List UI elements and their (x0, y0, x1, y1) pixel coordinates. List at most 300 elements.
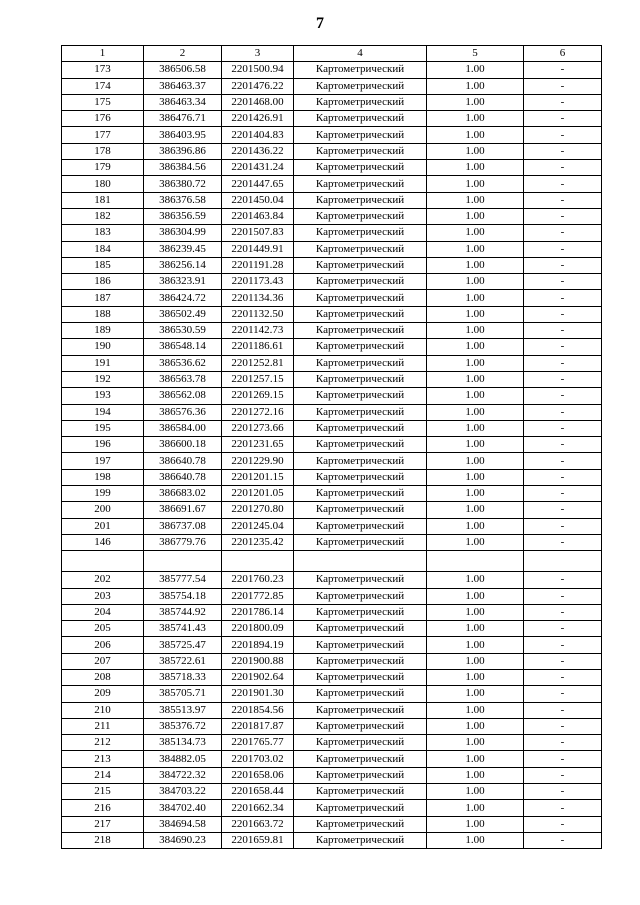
note-cell: - (524, 404, 602, 420)
method-cell: Картометрический (294, 686, 427, 702)
method-cell: Картометрический (294, 534, 427, 550)
point-number-cell: 216 (62, 800, 144, 816)
note-cell: - (524, 176, 602, 192)
y-coordinate-cell: 2201231.65 (222, 437, 294, 453)
accuracy-cell (427, 551, 524, 572)
accuracy-cell: 1.00 (427, 637, 524, 653)
y-coordinate-cell: 2201272.16 (222, 404, 294, 420)
accuracy-cell: 1.00 (427, 176, 524, 192)
point-number-cell: 199 (62, 486, 144, 502)
note-cell: - (524, 653, 602, 669)
point-number-cell: 181 (62, 192, 144, 208)
y-coordinate-cell: 2201663.72 (222, 816, 294, 832)
accuracy-cell: 1.00 (427, 257, 524, 273)
x-coordinate-cell: 385725.47 (144, 637, 222, 653)
x-coordinate-cell: 386584.00 (144, 420, 222, 436)
point-number-cell: 182 (62, 208, 144, 224)
accuracy-cell: 1.00 (427, 143, 524, 159)
method-cell: Картометрический (294, 800, 427, 816)
x-coordinate-cell: 385754.18 (144, 588, 222, 604)
point-number-cell: 179 (62, 160, 144, 176)
point-number-cell: 206 (62, 637, 144, 653)
point-number-cell: 193 (62, 388, 144, 404)
x-coordinate-cell: 384703.22 (144, 784, 222, 800)
method-cell: Картометрический (294, 653, 427, 669)
y-coordinate-cell: 2201142.73 (222, 323, 294, 339)
accuracy-cell: 1.00 (427, 111, 524, 127)
method-cell: Картометрический (294, 518, 427, 534)
note-cell: - (524, 702, 602, 718)
point-number-cell: 189 (62, 323, 144, 339)
point-number-cell (62, 551, 144, 572)
table-row (62, 653, 602, 669)
y-coordinate-cell: 2201252.81 (222, 355, 294, 371)
note-cell: - (524, 78, 602, 94)
accuracy-cell: 1.00 (427, 669, 524, 685)
note-cell: - (524, 339, 602, 355)
accuracy-cell: 1.00 (427, 241, 524, 257)
table-row (62, 588, 602, 604)
table-row (62, 355, 602, 371)
method-cell: Картометрический (294, 767, 427, 783)
note-cell: - (524, 486, 602, 502)
note-cell: - (524, 127, 602, 143)
method-cell: Картометрический (294, 371, 427, 387)
y-coordinate-cell: 2201257.15 (222, 371, 294, 387)
accuracy-cell: 1.00 (427, 502, 524, 518)
x-coordinate-cell: 386239.45 (144, 241, 222, 257)
note-cell: - (524, 800, 602, 816)
table-row (62, 751, 602, 767)
y-coordinate-cell: 2201269.15 (222, 388, 294, 404)
note-cell: - (524, 388, 602, 404)
table-row (62, 274, 602, 290)
table-row (62, 718, 602, 734)
method-cell: Картометрический (294, 453, 427, 469)
table-row (62, 339, 602, 355)
table-row (62, 160, 602, 176)
accuracy-cell: 1.00 (427, 339, 524, 355)
note-cell: - (524, 453, 602, 469)
x-coordinate-cell: 385376.72 (144, 718, 222, 734)
method-cell: Картометрический (294, 669, 427, 685)
x-coordinate-cell: 385134.73 (144, 735, 222, 751)
method-cell: Картометрический (294, 241, 427, 257)
method-cell: Картометрический (294, 735, 427, 751)
note-cell: - (524, 751, 602, 767)
table-row (62, 486, 602, 502)
point-number-cell: 198 (62, 469, 144, 485)
method-cell: Картометрический (294, 62, 427, 78)
table-row (62, 241, 602, 257)
note-cell: - (524, 735, 602, 751)
note-cell: - (524, 94, 602, 110)
table-row (62, 816, 602, 832)
y-coordinate-cell: 2201703.02 (222, 751, 294, 767)
method-cell: Картометрический (294, 702, 427, 718)
note-cell: - (524, 225, 602, 241)
method-cell: Картометрический (294, 94, 427, 110)
accuracy-cell: 1.00 (427, 274, 524, 290)
table-header-row (62, 46, 602, 62)
table-row (62, 518, 602, 534)
y-coordinate-cell: 2201902.64 (222, 669, 294, 685)
y-coordinate-cell: 2201658.06 (222, 767, 294, 783)
note-cell: - (524, 306, 602, 322)
y-coordinate-cell: 2201662.34 (222, 800, 294, 816)
method-cell: Картометрический (294, 208, 427, 224)
x-coordinate-cell: 386562.08 (144, 388, 222, 404)
x-coordinate-cell (144, 551, 222, 572)
point-number-cell: 200 (62, 502, 144, 518)
note-cell: - (524, 290, 602, 306)
note-cell: - (524, 420, 602, 436)
y-coordinate-cell: 2201186.61 (222, 339, 294, 355)
column-header: 4 (294, 46, 427, 62)
table-row (62, 534, 602, 550)
x-coordinate-cell: 386640.78 (144, 469, 222, 485)
table-row (62, 800, 602, 816)
table-row (62, 453, 602, 469)
column-header: 5 (427, 46, 524, 62)
table-row (62, 686, 602, 702)
x-coordinate-cell: 386737.08 (144, 518, 222, 534)
note-cell: - (524, 669, 602, 685)
y-coordinate-cell: 2201450.04 (222, 192, 294, 208)
accuracy-cell: 1.00 (427, 621, 524, 637)
note-cell: - (524, 572, 602, 588)
y-coordinate-cell: 2201765.77 (222, 735, 294, 751)
accuracy-cell: 1.00 (427, 784, 524, 800)
point-number-cell: 197 (62, 453, 144, 469)
table-body (62, 62, 602, 849)
accuracy-cell: 1.00 (427, 437, 524, 453)
method-cell: Картометрический (294, 339, 427, 355)
accuracy-cell: 1.00 (427, 686, 524, 702)
method-cell: Картометрический (294, 274, 427, 290)
note-cell: - (524, 588, 602, 604)
accuracy-cell: 1.00 (427, 225, 524, 241)
point-number-cell: 146 (62, 534, 144, 550)
accuracy-cell: 1.00 (427, 208, 524, 224)
y-coordinate-cell: 2201817.87 (222, 718, 294, 734)
table-row (62, 437, 602, 453)
point-number-cell: 178 (62, 143, 144, 159)
accuracy-cell: 1.00 (427, 816, 524, 832)
point-number-cell: 194 (62, 404, 144, 420)
table-row (62, 290, 602, 306)
method-cell: Картометрический (294, 502, 427, 518)
point-number-cell: 215 (62, 784, 144, 800)
accuracy-cell: 1.00 (427, 371, 524, 387)
y-coordinate-cell: 2201463.84 (222, 208, 294, 224)
note-cell: - (524, 257, 602, 273)
x-coordinate-cell: 386424.72 (144, 290, 222, 306)
column-header: 3 (222, 46, 294, 62)
point-number-cell: 196 (62, 437, 144, 453)
point-number-cell: 176 (62, 111, 144, 127)
note-cell: - (524, 518, 602, 534)
method-cell: Картометрический (294, 486, 427, 502)
x-coordinate-cell: 386536.62 (144, 355, 222, 371)
x-coordinate-cell: 386563.78 (144, 371, 222, 387)
method-cell: Картометрический (294, 306, 427, 322)
note-cell: - (524, 111, 602, 127)
y-coordinate-cell: 2201468.00 (222, 94, 294, 110)
point-number-cell: 175 (62, 94, 144, 110)
x-coordinate-cell: 386403.95 (144, 127, 222, 143)
accuracy-cell: 1.00 (427, 127, 524, 143)
point-number-cell: 203 (62, 588, 144, 604)
y-coordinate-cell: 2201447.65 (222, 176, 294, 192)
method-cell: Картометрический (294, 404, 427, 420)
y-coordinate-cell: 2201476.22 (222, 78, 294, 94)
table-row (62, 604, 602, 620)
method-cell (294, 551, 427, 572)
x-coordinate-cell: 386506.58 (144, 62, 222, 78)
method-cell: Картометрический (294, 751, 427, 767)
x-coordinate-cell: 386683.02 (144, 486, 222, 502)
table-row (62, 192, 602, 208)
table-row (62, 323, 602, 339)
note-cell: - (524, 371, 602, 387)
note-cell: - (524, 62, 602, 78)
y-coordinate-cell: 2201854.56 (222, 702, 294, 718)
accuracy-cell: 1.00 (427, 160, 524, 176)
point-number-cell: 180 (62, 176, 144, 192)
table-row (62, 257, 602, 273)
note-cell: - (524, 686, 602, 702)
table-row (62, 225, 602, 241)
note-cell: - (524, 767, 602, 783)
y-coordinate-cell: 2201134.36 (222, 290, 294, 306)
point-number-cell: 214 (62, 767, 144, 783)
point-number-cell: 195 (62, 420, 144, 436)
accuracy-cell: 1.00 (427, 751, 524, 767)
y-coordinate-cell: 2201900.88 (222, 653, 294, 669)
point-number-cell: 204 (62, 604, 144, 620)
table-row (62, 371, 602, 387)
y-coordinate-cell: 2201500.94 (222, 62, 294, 78)
note-cell: - (524, 323, 602, 339)
note-cell: - (524, 160, 602, 176)
point-number-cell: 211 (62, 718, 144, 734)
y-coordinate-cell: 2201436.22 (222, 143, 294, 159)
page-number: 7 (316, 15, 324, 32)
table-row (62, 143, 602, 159)
accuracy-cell: 1.00 (427, 735, 524, 751)
method-cell: Картометрический (294, 621, 427, 637)
table-row (62, 127, 602, 143)
method-cell: Картометрический (294, 225, 427, 241)
y-coordinate-cell: 2201132.50 (222, 306, 294, 322)
note-cell: - (524, 604, 602, 620)
x-coordinate-cell: 386530.59 (144, 323, 222, 339)
method-cell: Картометрический (294, 718, 427, 734)
table-row (62, 637, 602, 653)
x-coordinate-cell: 386380.72 (144, 176, 222, 192)
accuracy-cell: 1.00 (427, 192, 524, 208)
x-coordinate-cell: 384882.05 (144, 751, 222, 767)
x-coordinate-cell: 386548.14 (144, 339, 222, 355)
table-row (62, 832, 602, 848)
x-coordinate-cell: 384694.58 (144, 816, 222, 832)
method-cell: Картометрический (294, 160, 427, 176)
accuracy-cell: 1.00 (427, 572, 524, 588)
accuracy-cell: 1.00 (427, 486, 524, 502)
point-number-cell: 208 (62, 669, 144, 685)
method-cell: Картометрический (294, 257, 427, 273)
table-row (62, 502, 602, 518)
point-number-cell: 213 (62, 751, 144, 767)
note-cell: - (524, 143, 602, 159)
x-coordinate-cell: 385718.33 (144, 669, 222, 685)
accuracy-cell: 1.00 (427, 388, 524, 404)
y-coordinate-cell: 2201201.05 (222, 486, 294, 502)
note-cell (524, 551, 602, 572)
x-coordinate-cell: 386356.59 (144, 208, 222, 224)
accuracy-cell: 1.00 (427, 800, 524, 816)
accuracy-cell: 1.00 (427, 469, 524, 485)
method-cell: Картометрический (294, 143, 427, 159)
point-number-cell: 185 (62, 257, 144, 273)
method-cell: Картометрический (294, 111, 427, 127)
x-coordinate-cell: 386779.76 (144, 534, 222, 550)
y-coordinate-cell: 2201659.81 (222, 832, 294, 848)
note-cell: - (524, 534, 602, 550)
y-coordinate-cell (222, 551, 294, 572)
accuracy-cell: 1.00 (427, 534, 524, 550)
y-coordinate-cell: 2201772.85 (222, 588, 294, 604)
point-number-cell: 202 (62, 572, 144, 588)
table-row (62, 735, 602, 751)
x-coordinate-cell: 386396.86 (144, 143, 222, 159)
accuracy-cell: 1.00 (427, 306, 524, 322)
y-coordinate-cell: 2201173.43 (222, 274, 294, 290)
accuracy-cell: 1.00 (427, 518, 524, 534)
accuracy-cell: 1.00 (427, 323, 524, 339)
y-coordinate-cell: 2201235.42 (222, 534, 294, 550)
note-cell: - (524, 274, 602, 290)
accuracy-cell: 1.00 (427, 94, 524, 110)
accuracy-cell: 1.00 (427, 588, 524, 604)
point-number-cell: 177 (62, 127, 144, 143)
point-number-cell: 187 (62, 290, 144, 306)
point-number-cell: 190 (62, 339, 144, 355)
x-coordinate-cell: 386323.91 (144, 274, 222, 290)
table-row (62, 784, 602, 800)
x-coordinate-cell: 385705.71 (144, 686, 222, 702)
point-number-cell: 212 (62, 735, 144, 751)
note-cell: - (524, 469, 602, 485)
accuracy-cell: 1.00 (427, 290, 524, 306)
y-coordinate-cell: 2201449.91 (222, 241, 294, 257)
x-coordinate-cell: 386691.67 (144, 502, 222, 518)
method-cell: Картометрический (294, 604, 427, 620)
x-coordinate-cell: 386502.49 (144, 306, 222, 322)
x-coordinate-cell: 384690.23 (144, 832, 222, 848)
point-number-cell: 217 (62, 816, 144, 832)
note-cell: - (524, 718, 602, 734)
point-number-cell: 218 (62, 832, 144, 848)
column-header: 6 (524, 46, 602, 62)
coordinates-table (61, 45, 602, 849)
table-row (62, 94, 602, 110)
point-number-cell: 184 (62, 241, 144, 257)
method-cell: Картометрический (294, 176, 427, 192)
note-cell: - (524, 241, 602, 257)
column-header: 2 (144, 46, 222, 62)
accuracy-cell: 1.00 (427, 78, 524, 94)
x-coordinate-cell: 386463.37 (144, 78, 222, 94)
table-row (62, 702, 602, 718)
y-coordinate-cell: 2201901.30 (222, 686, 294, 702)
x-coordinate-cell: 385722.61 (144, 653, 222, 669)
method-cell: Картометрический (294, 420, 427, 436)
y-coordinate-cell: 2201426.91 (222, 111, 294, 127)
point-number-cell: 192 (62, 371, 144, 387)
y-coordinate-cell: 2201760.23 (222, 572, 294, 588)
note-cell: - (524, 816, 602, 832)
method-cell: Картометрический (294, 637, 427, 653)
x-coordinate-cell: 386576.36 (144, 404, 222, 420)
accuracy-cell: 1.00 (427, 653, 524, 669)
table-row (62, 111, 602, 127)
point-number-cell: 209 (62, 686, 144, 702)
y-coordinate-cell: 2201507.83 (222, 225, 294, 241)
y-coordinate-cell: 2201245.04 (222, 518, 294, 534)
x-coordinate-cell: 386600.18 (144, 437, 222, 453)
table-row (62, 669, 602, 685)
table-row (62, 404, 602, 420)
x-coordinate-cell: 386640.78 (144, 453, 222, 469)
table-row (62, 78, 602, 94)
point-number-cell: 186 (62, 274, 144, 290)
y-coordinate-cell: 2201786.14 (222, 604, 294, 620)
note-cell: - (524, 437, 602, 453)
table-row (62, 306, 602, 322)
y-coordinate-cell: 2201270.80 (222, 502, 294, 518)
point-number-cell: 191 (62, 355, 144, 371)
method-cell: Картометрический (294, 355, 427, 371)
x-coordinate-cell: 384722.32 (144, 767, 222, 783)
x-coordinate-cell: 384702.40 (144, 800, 222, 816)
point-number-cell: 173 (62, 62, 144, 78)
x-coordinate-cell: 386463.34 (144, 94, 222, 110)
note-cell: - (524, 637, 602, 653)
point-number-cell: 188 (62, 306, 144, 322)
y-coordinate-cell: 2201201.15 (222, 469, 294, 485)
method-cell: Картометрический (294, 816, 427, 832)
x-coordinate-cell: 385744.92 (144, 604, 222, 620)
table-row (62, 420, 602, 436)
point-number-cell: 205 (62, 621, 144, 637)
x-coordinate-cell: 386376.58 (144, 192, 222, 208)
method-cell: Картометрический (294, 388, 427, 404)
y-coordinate-cell: 2201404.83 (222, 127, 294, 143)
y-coordinate-cell: 2201658.44 (222, 784, 294, 800)
table-row (62, 767, 602, 783)
note-cell: - (524, 208, 602, 224)
method-cell: Картометрический (294, 192, 427, 208)
method-cell: Картометрический (294, 572, 427, 588)
point-number-cell: 201 (62, 518, 144, 534)
note-cell: - (524, 784, 602, 800)
point-number-cell: 210 (62, 702, 144, 718)
x-coordinate-cell: 386304.99 (144, 225, 222, 241)
method-cell: Картометрический (294, 127, 427, 143)
table-row (62, 572, 602, 588)
